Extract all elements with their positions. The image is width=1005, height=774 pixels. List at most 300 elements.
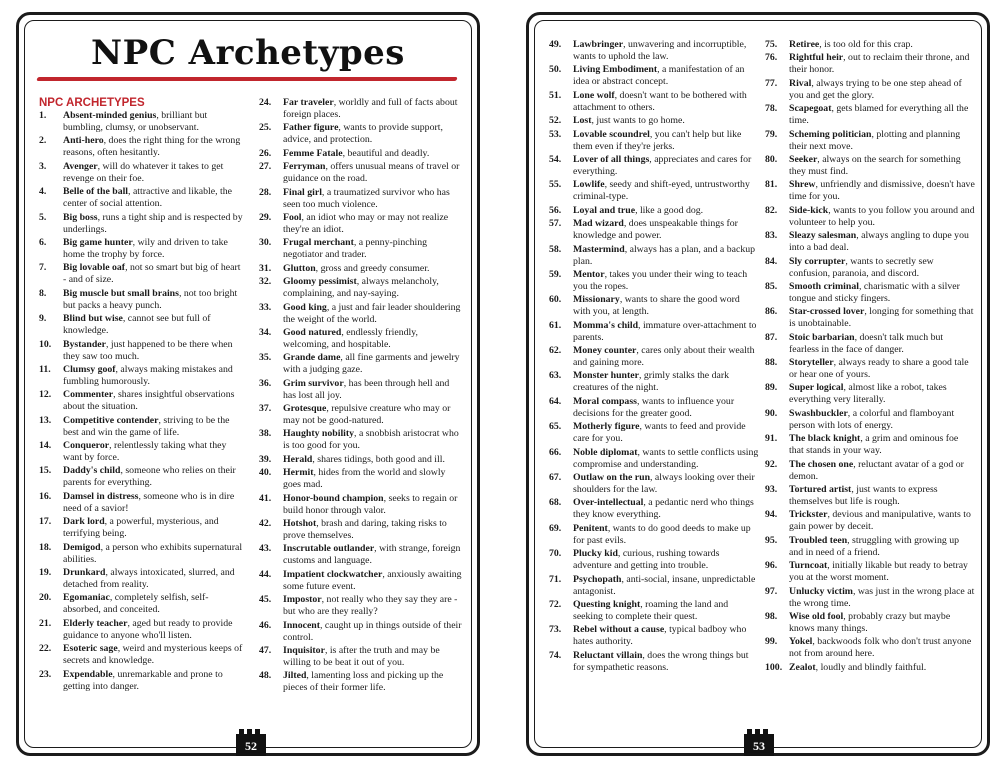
archetype-text	[283, 378, 463, 402]
archetype-description: , will do whatever it takes to get revenge on their foe.	[63, 160, 224, 184]
archetype-name: Mad wizard	[573, 218, 624, 230]
archetype-name: Demigod	[63, 541, 101, 553]
archetype-text	[283, 454, 463, 466]
archetype-name: Yokel	[789, 636, 813, 648]
archetype-item	[549, 447, 759, 471]
archetype-text	[789, 103, 975, 127]
archetype-text	[573, 244, 759, 268]
archetype-name: Gloomy pessimist	[283, 276, 357, 288]
archetype-item	[39, 618, 245, 642]
archetype-text	[283, 493, 463, 517]
archetype-text	[573, 574, 759, 598]
archetype-text	[789, 332, 975, 356]
archetype-description: , just wants to go home.	[591, 115, 685, 127]
archetype-name: Troubled teen	[789, 534, 848, 546]
archetype-name: Hermit	[283, 467, 314, 479]
archetype-text	[573, 64, 759, 88]
archetype-item	[765, 281, 975, 305]
archetype-name: Father figure	[283, 122, 339, 134]
archetype-description: , wants to feed and provide care for you.	[573, 421, 746, 445]
archetype-text	[63, 237, 245, 261]
archetype-text	[63, 415, 245, 439]
archetype-item	[259, 276, 463, 300]
archetype-text	[63, 465, 245, 489]
archetype-description: , does unspeakable things for knowledge and power.	[573, 218, 738, 242]
archetype-name: Rival	[789, 77, 812, 89]
archetype-text	[789, 662, 975, 674]
archetype-number: 44.	[259, 568, 272, 580]
left-page	[16, 12, 480, 756]
archetype-description: , gross and greedy consumer.	[315, 262, 430, 274]
archetype-number: 3.	[39, 160, 47, 172]
archetype-description: , out to reclaim their throne, and their honor.	[789, 52, 970, 76]
archetype-number: 94.	[765, 509, 778, 521]
archetype-name: Plucky kid	[573, 548, 618, 560]
archetype-number: 34.	[259, 326, 272, 338]
column-4	[765, 39, 975, 675]
archetype-name: Wise old fool	[789, 610, 844, 622]
archetype-name: Commenter	[63, 389, 114, 401]
archetype-number: 97.	[765, 585, 778, 597]
archetype-name: Lawbringer	[573, 39, 624, 50]
archetype-text	[283, 327, 463, 351]
archetype-text	[789, 230, 975, 254]
archetype-description: , always on the search for something they must find.	[789, 153, 961, 177]
page-title: NPC Archetypes	[91, 33, 405, 73]
archetype-number: 57.	[549, 218, 562, 230]
archetype-description: , plotting and planning their next move.	[789, 128, 961, 152]
archetype-item	[39, 135, 245, 159]
archetype-number: 74.	[549, 649, 562, 661]
archetype-description: , someone who is in dire need of a savior!	[63, 490, 235, 514]
archetype-description: , hides from the world and slowly goes mad.	[283, 467, 446, 491]
archetype-description: , wants to you follow you around and volunteer to help you.	[789, 204, 975, 228]
archetype-description: , striving to be the best and win the game of life.	[63, 414, 230, 438]
archetype-name: Damsel in distress	[63, 490, 139, 502]
archetype-number: 23.	[39, 668, 52, 680]
archetype-description: , seedy and shift-eyed, untrustworthy criminal-type.	[573, 179, 750, 203]
archetype-text	[283, 518, 463, 542]
archetype-item	[549, 599, 759, 623]
archetype-description: , a manifestation of an idea or abstract concept.	[573, 64, 745, 88]
archetype-text	[789, 306, 975, 330]
archetype-name: Mentor	[573, 268, 605, 280]
archetype-text	[789, 611, 975, 635]
archetype-item	[765, 459, 975, 483]
archetype-item	[765, 52, 975, 76]
archetype-name: Competitive contender	[63, 414, 159, 426]
archetype-item	[549, 269, 759, 293]
archetype-description: , cares only about their wealth and gaining more.	[573, 345, 755, 369]
archetype-text	[283, 620, 463, 644]
archetype-text	[789, 129, 975, 153]
archetype-name: Mastermind	[573, 243, 625, 255]
archetype-description: , a person who exhibits supernatural abilities.	[63, 541, 243, 565]
archetype-description: , always trying to be one step ahead of you and get the glory.	[789, 77, 962, 101]
archetype-description: , longing for something that is unobtainable.	[789, 306, 974, 330]
archetype-description: , offers unusual means of travel or guidance on the road.	[283, 161, 460, 185]
archetype-item	[549, 472, 759, 496]
archetype-item	[765, 382, 975, 406]
archetype-number: 36.	[259, 377, 272, 389]
archetype-text	[63, 262, 245, 286]
archetype-text	[789, 382, 975, 406]
archetype-description: , runs a tight ship and is respected by underlings.	[63, 211, 243, 235]
archetype-number: 81.	[765, 179, 778, 191]
archetype-item	[259, 327, 463, 351]
archetype-description: , a snobbish aristocrat who is too good for you.	[283, 428, 459, 452]
archetype-item	[259, 161, 463, 185]
archetype-item	[39, 364, 245, 388]
archetype-name: Stoic barbarian	[789, 331, 855, 343]
archetype-description: , shares insightful observations about the situation.	[63, 389, 235, 413]
archetype-name: Big boss	[63, 211, 98, 223]
archetype-name: Absent-minded genius	[63, 110, 157, 121]
archetype-item	[39, 389, 245, 413]
archetype-text	[283, 212, 463, 236]
archetype-item	[259, 302, 463, 326]
archetype-description: , not too bright but packs a heavy punch.	[63, 287, 238, 311]
archetype-text	[789, 636, 975, 660]
archetype-text	[63, 135, 245, 159]
archetype-description: , wants to do good deeds to make up for past evils.	[573, 522, 751, 546]
archetype-name: Avenger	[63, 160, 98, 172]
archetype-number: 32.	[259, 276, 272, 288]
archetype-text	[789, 484, 975, 508]
archetype-item	[39, 542, 245, 566]
archetype-item	[549, 574, 759, 598]
archetype-text	[573, 396, 759, 420]
archetype-text	[789, 52, 975, 76]
archetype-description: , a traumatized survivor who has seen too much violence.	[283, 186, 450, 210]
archetype-item	[259, 454, 463, 466]
archetype-text	[789, 459, 975, 483]
archetype-text	[789, 433, 975, 457]
archetype-name: Seeker	[789, 153, 818, 165]
archetype-number: 82.	[765, 204, 778, 216]
archetype-name: Side-kick	[789, 204, 829, 216]
archetype-item	[259, 212, 463, 236]
archetype-description: , anxiously awaiting some future event.	[283, 568, 462, 592]
archetype-name: Ferryman	[283, 161, 326, 173]
archetype-description: , endlessly friendly, welcoming, and hospitable.	[283, 326, 418, 350]
archetype-description: , initially likable but ready to betray you at the worst moment.	[789, 560, 968, 584]
archetype-item	[765, 256, 975, 280]
archetype-description: , backwoods folk who don't trust anyone not from around here.	[789, 636, 972, 660]
archetype-description: , completely selfish, self-absorbed, and conceited.	[63, 592, 209, 616]
archetype-item	[259, 187, 463, 211]
archetype-item	[39, 465, 245, 489]
archetype-description: , caught up in things outside of their control.	[283, 619, 462, 643]
archetype-number: 63.	[549, 370, 562, 382]
archetype-number: 43.	[259, 543, 272, 555]
archetype-text	[573, 599, 759, 623]
archetype-number: 40.	[259, 467, 272, 479]
archetype-number: 33.	[259, 301, 272, 313]
archetype-number: 39.	[259, 453, 272, 465]
archetype-text	[573, 472, 759, 496]
archetype-number: 59.	[549, 268, 562, 280]
archetype-name: Turncoat	[789, 560, 828, 572]
archetype-name: Good natured	[283, 326, 342, 338]
archetype-number: 9.	[39, 313, 47, 325]
section-heading: NPC ARCHETYPES	[39, 97, 145, 109]
archetype-item	[259, 97, 463, 121]
archetype-description: , a pedantic nerd who things they know everything.	[573, 497, 754, 521]
archetype-name: Jilted	[283, 670, 307, 682]
archetype-name: Blind but wise	[63, 313, 123, 325]
archetype-description: , not really who they say they are - but who are they really?	[283, 594, 458, 618]
archetype-text	[63, 618, 245, 642]
archetype-number: 90.	[765, 407, 778, 419]
archetype-item	[39, 669, 245, 693]
archetype-item	[549, 244, 759, 268]
archetype-name: Sly corrupter	[789, 255, 846, 267]
archetype-description: , worldly and full of facts about foreign places.	[283, 97, 458, 120]
archetype-number: 92.	[765, 458, 778, 470]
archetype-item	[549, 650, 759, 674]
archetype-name: The black knight	[789, 433, 861, 445]
archetype-name: Big game hunter	[63, 236, 133, 248]
archetype-number: 67.	[549, 472, 562, 484]
archetype-item	[549, 154, 759, 178]
archetype-item	[549, 320, 759, 344]
archetype-item	[765, 205, 975, 229]
archetype-name: Dark lord	[63, 516, 105, 528]
archetype-name: Impostor	[283, 594, 322, 606]
archetype-name: Over-intellectual	[573, 497, 644, 509]
archetype-number: 8.	[39, 287, 47, 299]
archetype-name: Lowlife	[573, 179, 605, 191]
archetype-number: 2.	[39, 135, 47, 147]
archetype-name: Scapegoat	[789, 103, 832, 115]
archetype-number: 49.	[549, 39, 562, 50]
archetype-description: , lamenting loss and picking up the pieces of their former life.	[283, 670, 444, 694]
archetype-text	[573, 179, 759, 203]
archetype-description: , wants to share the good word with you, at length.	[573, 294, 740, 318]
archetype-name: Conqueror	[63, 440, 110, 452]
archetype-description: , brilliant but bumbling, clumsy, or unobservant.	[63, 110, 208, 133]
archetype-text	[573, 523, 759, 547]
archetype-item	[549, 370, 759, 394]
archetype-text	[283, 428, 463, 452]
archetype-description: , reluctant avatar of a god or demon.	[789, 458, 964, 482]
archetype-number: 26.	[259, 147, 272, 159]
archetype-item	[259, 467, 463, 491]
archetype-number: 72.	[549, 598, 562, 610]
archetype-text	[789, 205, 975, 229]
archetype-item	[259, 670, 463, 694]
archetype-name: Honor-bound champion	[283, 492, 384, 504]
archetype-number: 79.	[765, 128, 778, 140]
archetype-item	[765, 662, 975, 674]
archetype-item	[549, 497, 759, 521]
archetype-name: Unlucky victim	[789, 585, 853, 597]
archetype-description: , relentlessly taking what they want by force.	[63, 440, 227, 464]
archetype-item	[765, 39, 975, 51]
archetype-number: 91.	[765, 433, 778, 445]
archetype-text	[789, 357, 975, 381]
archetype-name: Money counter	[573, 345, 637, 357]
archetype-text	[283, 569, 463, 593]
archetype-text	[573, 624, 759, 648]
archetype-number: 52.	[549, 115, 562, 127]
archetype-name: Grim survivor	[283, 377, 344, 389]
archetype-item	[765, 103, 975, 127]
archetype-number: 1.	[39, 110, 47, 121]
archetype-text	[63, 313, 245, 337]
column-2	[259, 97, 463, 696]
archetype-description: , devious and manipulative, wants to gain power by deceit.	[789, 509, 971, 533]
archetype-item	[39, 339, 245, 363]
archetype-number: 78.	[765, 103, 778, 115]
archetype-number: 51.	[549, 89, 562, 101]
archetype-number: 55.	[549, 179, 562, 191]
archetype-number: 48.	[259, 670, 272, 682]
archetype-description: , struggling with growing up and in need of a friend.	[789, 534, 960, 558]
archetype-item	[259, 352, 463, 376]
archetype-number: 13.	[39, 414, 52, 426]
archetype-number: 27.	[259, 161, 272, 173]
archetype-text	[63, 110, 245, 134]
archetype-number: 24.	[259, 97, 272, 108]
archetype-number: 46.	[259, 619, 272, 631]
archetype-description: , wily and driven to take home the trophy by force.	[63, 236, 228, 260]
archetype-item	[765, 332, 975, 356]
archetype-name: Hotshot	[283, 518, 317, 530]
archetype-text	[789, 281, 975, 305]
right-page	[526, 12, 990, 756]
archetype-item	[765, 433, 975, 457]
archetype-number: 62.	[549, 345, 562, 357]
title-underline	[36, 77, 457, 81]
archetype-item	[549, 421, 759, 445]
archetype-text	[573, 294, 759, 318]
archetype-item	[765, 484, 975, 508]
archetype-number: 11.	[39, 363, 51, 375]
archetype-item	[39, 262, 245, 286]
archetype-name: Impatient clockwatcher	[283, 568, 383, 580]
archetype-number: 56.	[549, 204, 562, 216]
archetype-number: 18.	[39, 541, 52, 553]
archetype-description: , wants to settle conflicts using compromise and understanding.	[573, 446, 759, 470]
archetype-text	[63, 389, 245, 413]
archetype-number: 14.	[39, 440, 52, 452]
archetype-name: Far traveler	[283, 97, 334, 108]
archetype-description: , is too old for this crap.	[819, 39, 913, 50]
archetype-number: 12.	[39, 389, 52, 401]
archetype-text	[789, 39, 975, 51]
archetype-text	[63, 669, 245, 693]
archetype-number: 38.	[259, 428, 272, 440]
archetype-name: Shrew	[789, 179, 816, 191]
archetype-name: Inscrutable outlander	[283, 543, 375, 555]
archetype-item	[549, 523, 759, 547]
archetype-description: , brash and daring, taking risks to prove themselves.	[283, 518, 447, 542]
archetype-text	[283, 543, 463, 567]
archetype-description: , just wants to express themselves but life is rough.	[789, 484, 938, 508]
archetype-item	[549, 294, 759, 318]
archetype-name: Elderly teacher	[63, 617, 128, 629]
archetype-name: Moral compass	[573, 395, 637, 407]
archetype-item	[259, 148, 463, 160]
archetype-name: Lovable scoundrel	[573, 128, 650, 140]
archetype-name: Momma's child	[573, 319, 639, 331]
archetype-item	[39, 440, 245, 464]
archetype-text	[573, 421, 759, 445]
archetype-text	[283, 670, 463, 694]
archetype-name: Grotesque	[283, 403, 327, 415]
archetype-text	[789, 509, 975, 533]
archetype-description: , unremarkable and prone to getting into danger.	[63, 668, 223, 692]
archetype-description: , does the right thing for the wrong reasons, often hesitantly.	[63, 135, 241, 159]
archetype-number: 58.	[549, 243, 562, 255]
archetype-description: , does the wrong things but for sympathetic reasons.	[573, 649, 749, 673]
archetype-name: Herald	[283, 453, 313, 465]
archetype-item	[549, 624, 759, 648]
archetype-item	[765, 408, 975, 432]
archetype-name: Missionary	[573, 294, 620, 306]
archetype-text	[63, 339, 245, 363]
column-1	[39, 97, 245, 694]
archetype-number: 50.	[549, 64, 562, 76]
archetype-item	[765, 230, 975, 254]
archetype-item	[39, 415, 245, 439]
archetype-item	[549, 548, 759, 572]
archetype-text	[573, 447, 759, 471]
archetype-text	[283, 97, 463, 121]
archetype-number: 76.	[765, 52, 778, 64]
archetype-description: , wants to secretly sew confusion, paranoia, and discord.	[789, 255, 934, 279]
archetype-description: , unwavering and incorruptible, wants to uphold the law.	[573, 39, 747, 62]
archetype-text	[573, 370, 759, 394]
archetype-text	[63, 186, 245, 210]
archetype-text	[573, 650, 759, 674]
archetype-name: Retiree	[789, 39, 820, 50]
archetype-number: 98.	[765, 610, 778, 622]
archetype-name: Motherly figure	[573, 421, 640, 433]
archetype-text	[573, 129, 759, 153]
archetype-item	[259, 122, 463, 146]
archetype-number: 71.	[549, 573, 562, 585]
archetype-text	[63, 491, 245, 515]
archetype-description: , wants to influence your decisions for the greater good.	[573, 395, 735, 419]
archetype-description: , always angling to dupe you into a bad deal.	[789, 230, 969, 254]
archetype-number: 35.	[259, 352, 272, 364]
archetype-name: Monster hunter	[573, 370, 639, 382]
archetype-number: 80.	[765, 153, 778, 165]
archetype-text	[283, 148, 463, 160]
archetype-description: , anti-social, insane, unpredictable antagonist.	[573, 573, 756, 597]
archetype-name: Haughty nobility	[283, 428, 355, 440]
archetype-name: Esoteric sage	[63, 643, 118, 655]
archetype-item	[765, 78, 975, 102]
archetype-name: Reluctant villain	[573, 649, 643, 661]
archetype-description: , all fine garments and jewelry with a judging gaze.	[283, 352, 460, 376]
archetype-description: , immature over-attachment to parents.	[573, 319, 757, 343]
archetype-item	[39, 237, 245, 261]
archetype-description: , doesn't talk much but fearless in the face of danger.	[789, 331, 944, 355]
archetype-description: , always melancholy, complaining, and nay-saying.	[283, 276, 439, 300]
archetype-description: , wants to provide support, advice, and protection.	[283, 122, 443, 146]
archetype-name: Noble diplomat	[573, 446, 638, 458]
archetype-item	[39, 110, 245, 134]
archetype-name: Big lovable oaf	[63, 262, 126, 274]
archetype-name: Drunkard	[63, 567, 106, 579]
archetype-number: 99.	[765, 636, 778, 648]
archetype-item	[765, 129, 975, 153]
archetype-number: 75.	[765, 39, 778, 50]
